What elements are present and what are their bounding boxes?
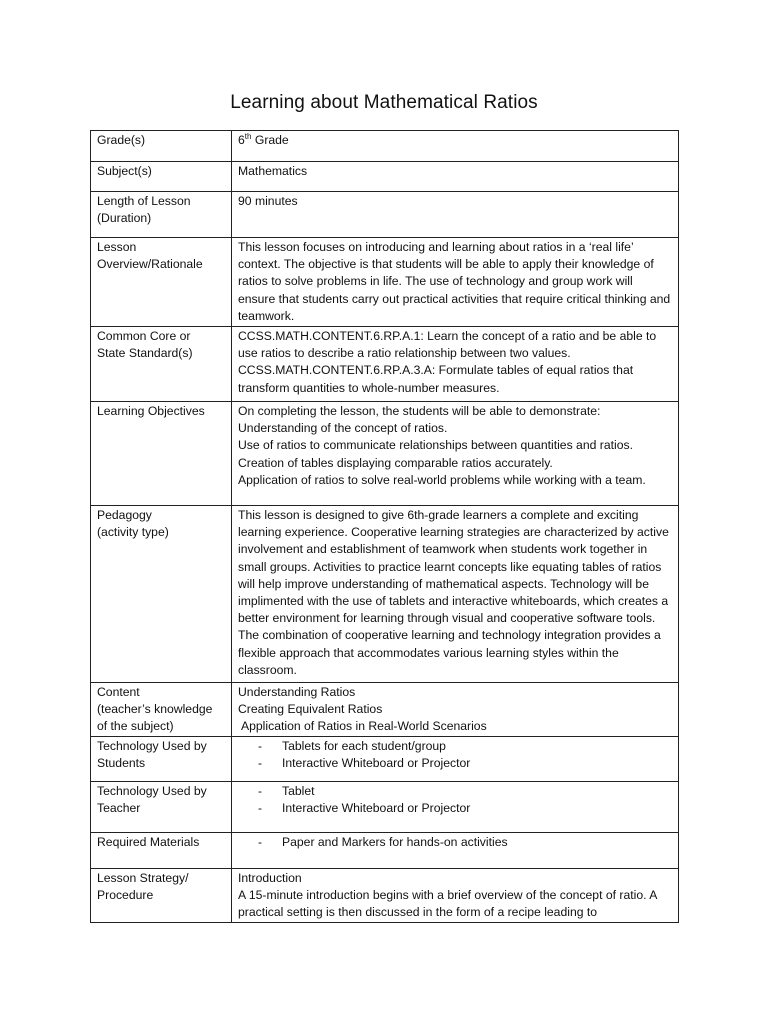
label-line: Teacher <box>97 800 141 815</box>
objective-line: Application of ratios to solve real-world problems while working with a team. <box>238 472 646 487</box>
row-label-content <box>91 683 232 737</box>
list-item: - Paper and Markers for hands-on activities <box>258 834 672 851</box>
grade-number: 6 <box>238 133 245 147</box>
label-line: Technology Used by <box>97 738 207 753</box>
procedure-heading: Introduction <box>238 870 302 885</box>
table-row <box>91 781 679 832</box>
table-row <box>91 868 679 922</box>
row-value-materials <box>232 832 679 868</box>
label-line: Students <box>97 755 146 770</box>
table-row <box>91 832 679 868</box>
label-line: Overview/Rationale <box>97 257 203 272</box>
row-value-objectives <box>232 402 679 506</box>
row-value-pedagogy: This lesson is designed to give 6th-grade learners a complete and exciting learning experience. Cooperative learning strategies are characterized by active involvement and establishment of teamwork when students work together in small groups. Activities to practice learnt concepts like equating tables of ratios will help improve understanding of mathematical aspects. Technology will be implimented with the use of tablets and interactive whiteboards, which creates a better environment for learning through visual and cooperative software tools. The combination of cooperative learning and technology integration provides a flexible approach that accommodates various learning styles within the classroom. <box>232 506 679 683</box>
materials-list <box>238 834 672 851</box>
row-label-overview <box>91 238 232 327</box>
standard-item: CCSS.MATH.CONTENT.6.RP.A.1: Learn the concept of a ratio and be able to use ratios to describe a ratio relationship between two values. <box>238 329 657 361</box>
grade-word: Grade <box>251 133 289 147</box>
label-line: Content <box>97 685 140 699</box>
label-line: of the subject) <box>97 719 174 734</box>
label-line: Lesson <box>97 240 137 254</box>
list-item: - Interactive Whiteboard or Projector <box>258 755 672 772</box>
objective-line: Creation of tables displaying comparable ratios accurately. <box>238 455 553 470</box>
row-label-procedure <box>91 868 232 922</box>
label-line: Length of Lesson <box>97 194 191 208</box>
row-value-standards <box>232 327 679 402</box>
label-line: Procedure <box>97 887 154 902</box>
content-line: Application of Ratios in Real-World Scenarios <box>241 719 487 734</box>
table-row <box>91 327 679 402</box>
label-line: Pedagogy <box>97 508 152 522</box>
list-item: - Tablet <box>258 783 672 800</box>
label-line: State Standard(s) <box>97 346 193 361</box>
row-label-length <box>91 192 232 238</box>
label-line: Lesson Strategy/ <box>97 870 189 885</box>
standard-item: CCSS.MATH.CONTENT.6.RP.A.3.A: Formulate tables of equal ratios that transform quantities to whole-number measures. <box>238 363 634 395</box>
row-label-materials: Required Materials <box>91 832 232 868</box>
table-row <box>91 683 679 737</box>
label-line: (teacher’s knowledge <box>97 702 213 717</box>
row-value-grade <box>232 131 679 162</box>
objective-line: Use of ratios to communicate relationships between quantities and ratios. <box>238 438 633 453</box>
procedure-text: A 15-minute introduction begins with a brief overview of the concept of ratio. A practical setting is then discussed in the form of a recipe leading to <box>238 887 657 920</box>
page-title: Learning about Mathematical Ratios <box>230 92 538 113</box>
tech-students-list <box>238 738 672 772</box>
table-row <box>91 162 679 192</box>
list-item: - Tablets for each student/group <box>258 738 672 755</box>
table-row <box>91 506 679 683</box>
label-line: (activity type) <box>97 525 169 540</box>
list-item: - Interactive Whiteboard or Projector <box>258 800 672 817</box>
row-value-tech-teacher <box>232 781 679 832</box>
table-row <box>91 131 679 162</box>
row-value-content <box>232 683 679 737</box>
content-line: Understanding Ratios <box>238 685 356 699</box>
table-row <box>91 736 679 781</box>
table-row <box>91 238 679 327</box>
row-label-standards <box>91 327 232 402</box>
row-label-tech-students <box>91 736 232 781</box>
row-value-tech-students <box>232 736 679 781</box>
row-label-pedagogy <box>91 506 232 683</box>
objective-line: On completing the lesson, the students will be able to demonstrate: <box>238 404 601 418</box>
label-line: (Duration) <box>97 211 152 226</box>
table-row <box>91 192 679 238</box>
grade-ordinal-suffix: th <box>244 131 252 141</box>
row-value-overview: This lesson focuses on introducing and learning about ratios in a ‘real life’ context. The objective is that students will be able to apply their knowledge of ratios to solve problems in life. The use of technology and group work will ensure that students carry out practical activities that require critical thinking and teamwork. <box>232 238 679 327</box>
row-value-procedure <box>232 868 679 922</box>
tech-teacher-list <box>238 783 672 817</box>
row-value-subject: Mathematics <box>232 162 679 192</box>
row-label-objectives: Learning Objectives <box>91 402 232 506</box>
table-row <box>91 402 679 506</box>
content-line: Creating Equivalent Ratios <box>238 702 383 717</box>
label-line: Technology Used by <box>97 783 207 798</box>
row-label-tech-teacher <box>91 781 232 832</box>
row-label-grade: Grade(s) <box>91 131 232 162</box>
row-value-length: 90 minutes <box>232 192 679 238</box>
objective-line: Understanding of the concept of ratios. <box>238 421 448 436</box>
row-label-subject: Subject(s) <box>91 162 232 192</box>
label-line: Common Core or <box>97 329 191 343</box>
lesson-plan-table <box>90 130 679 923</box>
